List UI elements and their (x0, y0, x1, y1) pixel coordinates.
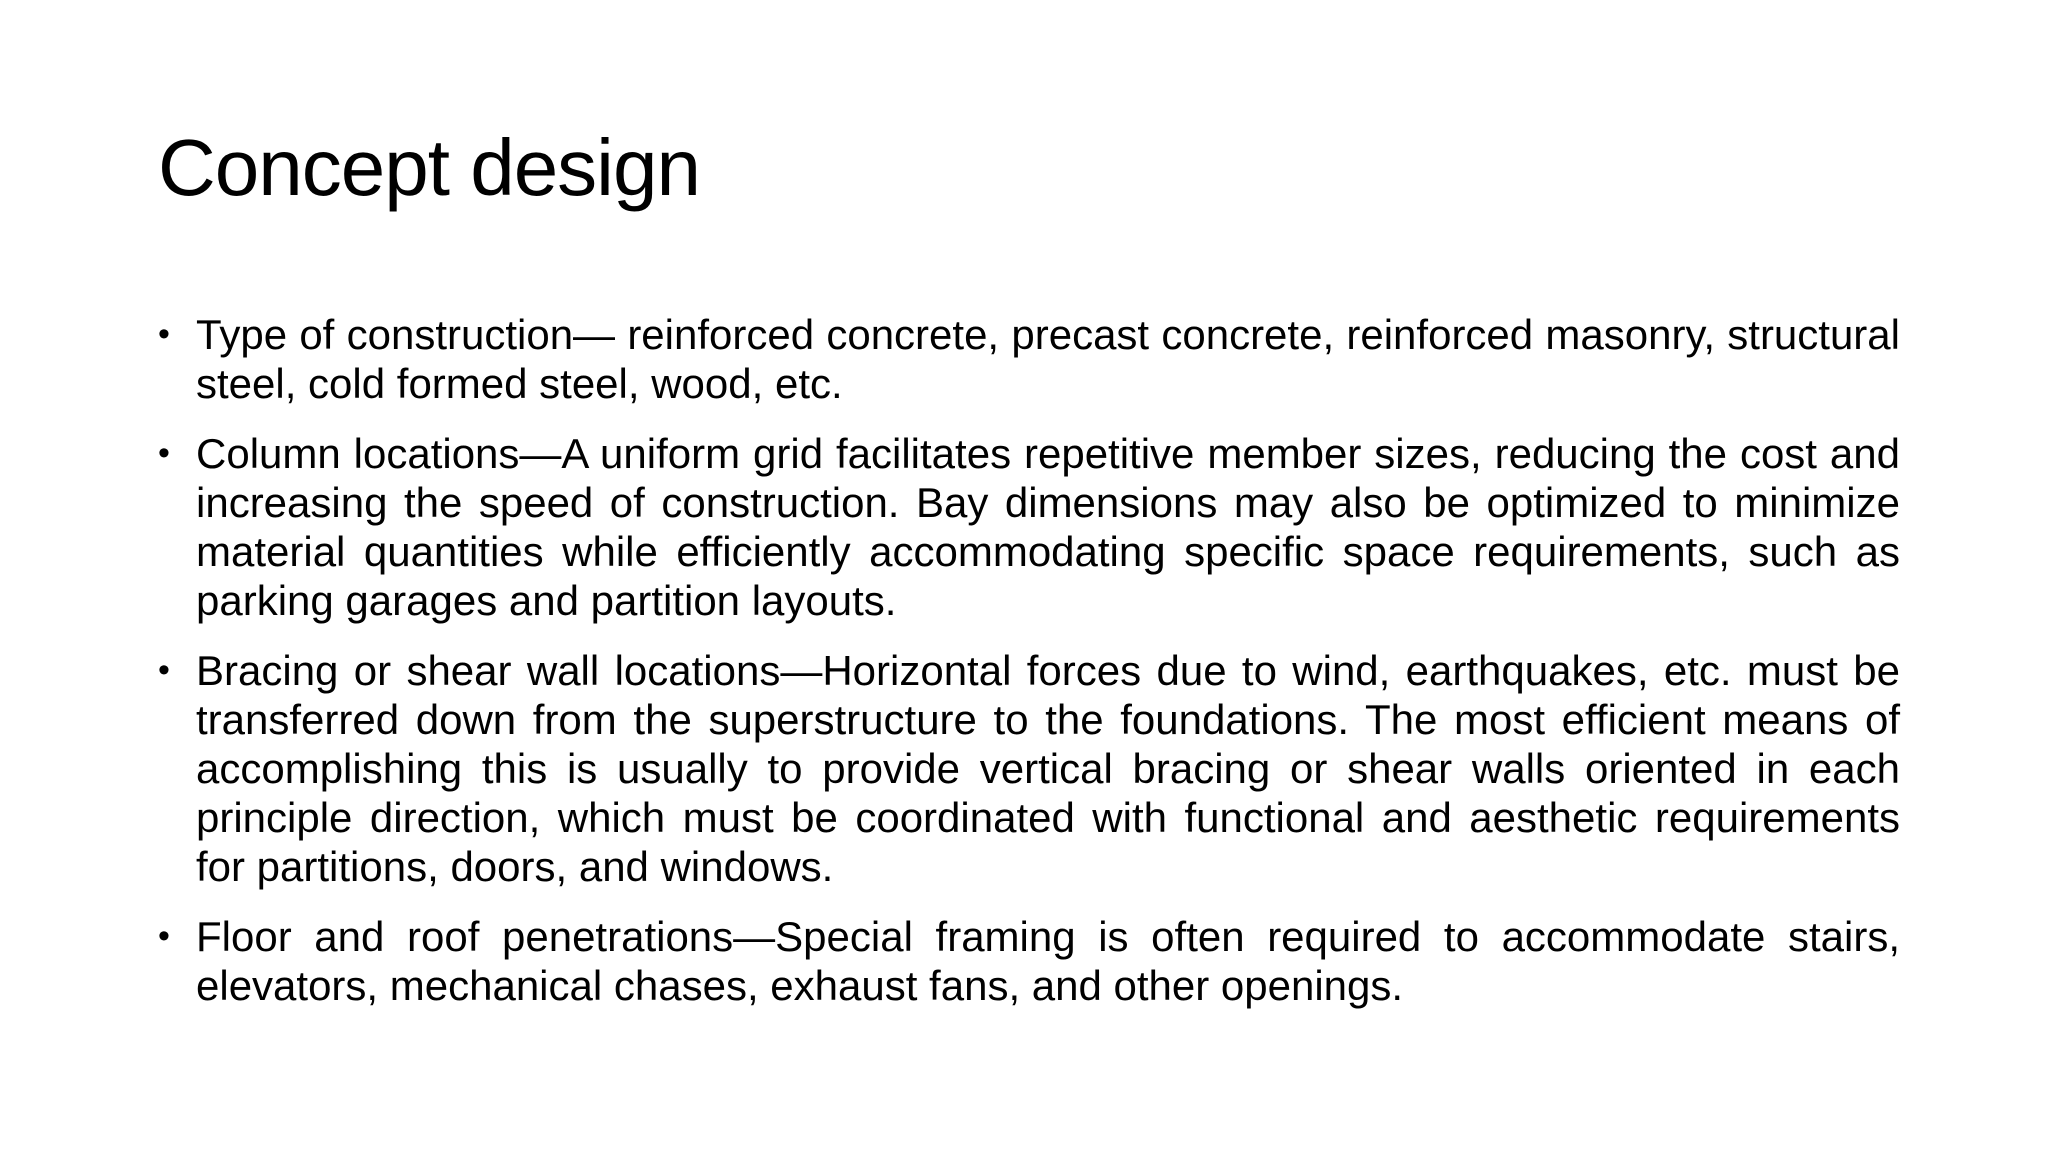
bullet-dot-icon: • (158, 917, 170, 955)
bullet-text: Bracing or shear wall locations—Horizontal forces due to wind, earthquakes, etc. must be transferred down from the superstructure to the foundations. The most efficient means of accomplishing this is usually to provide vertical bracing or shear walls oriented in each principle direction, which must be coordinated with functional and aesthetic requirements for partitions, doors, and windows. (196, 647, 1900, 890)
bullet-text: Floor and roof penetrations—Special framing is often required to accommodate stairs, elevators, mechanical chases, exhaust fans, and other openings. (196, 913, 1900, 1009)
bullet-dot-icon: • (158, 315, 170, 353)
bullet-item-construction-type (158, 310, 1900, 408)
bullet-dot-icon: • (158, 434, 170, 472)
bullet-item-bracing-shear-walls (158, 646, 1900, 891)
bullet-item-column-locations (158, 429, 1900, 625)
bullet-list (158, 310, 1900, 1031)
bullet-dot-icon: • (158, 651, 170, 689)
bullet-item-penetrations (158, 912, 1900, 1010)
bullet-text: Type of construction— reinforced concrete, precast concrete, reinforced masonry, structural steel, cold formed steel, wood, etc. (196, 311, 1900, 407)
bullet-text: Column locations—A uniform grid facilitates repetitive member sizes, reducing the cost and increasing the speed of construction. Bay dimensions may also be optimized to minimize material quantities while efficiently accommodating specific space requirements, such as parking garages and partition layouts. (196, 430, 1900, 624)
slide-title: Concept design (158, 123, 700, 212)
